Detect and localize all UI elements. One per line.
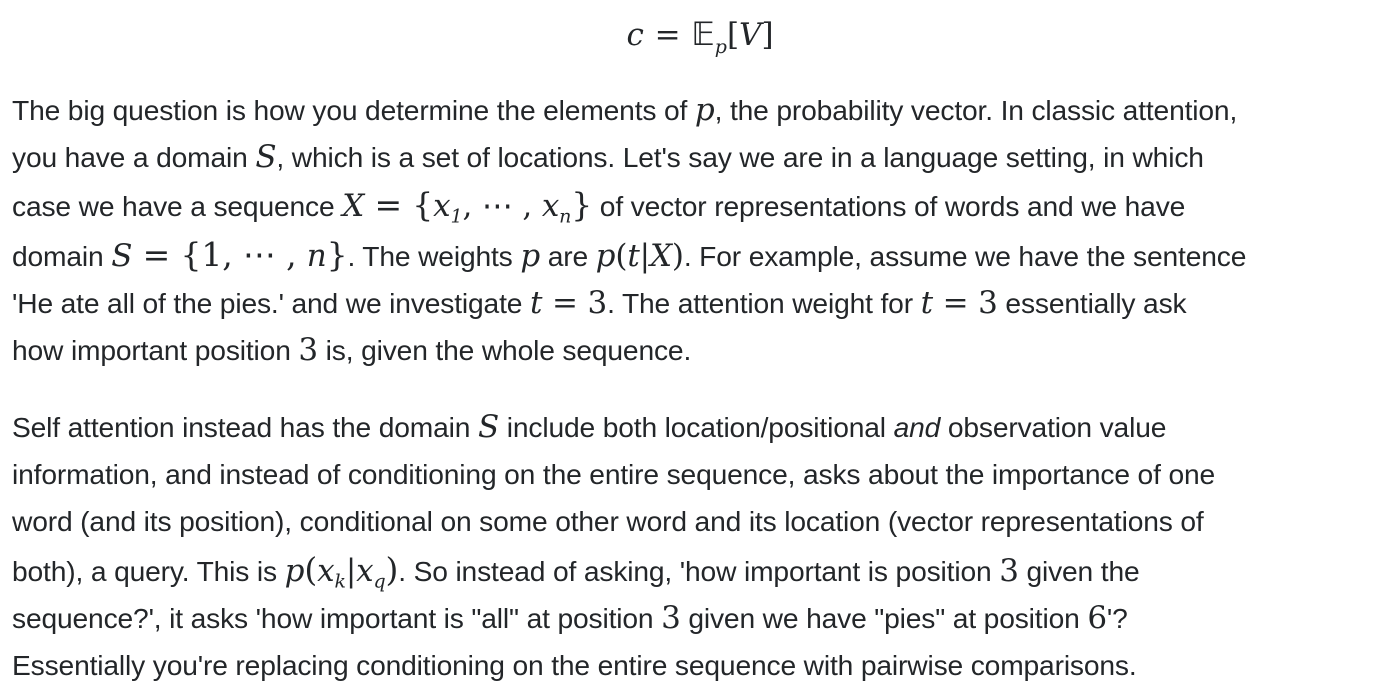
text-run: , which is a set of locations. Let's say we are in a language setting, in which: [276, 141, 1204, 174]
text-run: case we have a sequence: [12, 190, 343, 223]
text-line: information, and instead of conditioning on the entire sequence, asks about the importance of one: [12, 458, 1216, 491]
text-run: include both location/positional: [499, 411, 894, 443]
text-run: '?: [1106, 601, 1128, 634]
math-subscript: n: [559, 206, 572, 229]
math-symbol: = 3: [932, 284, 998, 321]
text-run: Self attention instead has the domain: [12, 411, 478, 443]
math-symbol: (: [304, 549, 318, 589]
math-subscript: 1: [450, 206, 463, 229]
math-symbol: , ⋯ ,: [462, 188, 542, 225]
eq-argument: V: [739, 17, 762, 53]
eq-bracket-open: [: [726, 17, 740, 53]
text-run: given the: [1018, 554, 1140, 587]
text-line: [12, 181, 1396, 230]
text-line: Essentially you're replacing conditioning on the entire sequence with pairwise comparisons.: [12, 649, 1137, 682]
paragraph-self-attention: [12, 404, 1396, 689]
text-run: . For example, assume we have the sentence: [683, 239, 1247, 272]
text-run: sequence?', it asks 'how important is "all" at position: [12, 601, 662, 634]
math-symbol: p: [284, 552, 305, 589]
math-symbol: p: [595, 237, 616, 274]
text-run: observation value: [940, 411, 1167, 443]
text-run: essentially ask: [997, 286, 1187, 319]
text-run: . The weights: [347, 239, 521, 272]
text-run: are: [540, 239, 596, 272]
text-line: [12, 280, 1396, 327]
math-symbol: 3: [661, 599, 681, 636]
math-symbol: |: [639, 237, 650, 274]
math-symbol: S: [111, 237, 133, 274]
text-run: both), a query. This is: [12, 554, 285, 587]
display-equation: [0, 10, 1400, 59]
math-symbol: = 3: [542, 284, 608, 321]
eq-expectation-symbol: 𝔼: [691, 15, 715, 53]
eq-lhs: c: [626, 17, 644, 53]
math-symbol: x: [541, 188, 560, 225]
math-symbol: }: [571, 185, 593, 225]
math-symbol: x: [317, 552, 335, 589]
math-symbol: (: [615, 237, 628, 274]
text-run: domain: [12, 239, 112, 272]
paragraph-classic-attention: [12, 87, 1396, 374]
math-symbol: t: [920, 284, 933, 321]
text-run: how important position: [12, 334, 299, 367]
eq-bracket-close: ]: [761, 17, 774, 53]
math-symbol: ): [385, 549, 399, 589]
math-symbol: p: [694, 92, 715, 128]
math-symbol: S: [255, 139, 277, 176]
math-symbol: t: [529, 284, 543, 321]
text-run: , the probability vector. In classic attention,: [714, 94, 1238, 126]
math-symbol: |: [345, 552, 357, 589]
emphasis-text: and: [893, 411, 941, 443]
math-symbol: }: [326, 234, 348, 274]
math-symbol: = {1, ⋯ ,: [132, 234, 307, 274]
math-symbol: x: [433, 188, 451, 225]
text-line: [12, 546, 1396, 595]
math-symbol: X: [342, 188, 365, 225]
text-run: The big question is how you determine the elements of: [12, 94, 695, 126]
math-subscript: k: [334, 570, 346, 593]
math-symbol: 3: [298, 332, 318, 369]
eq-subscript: p: [714, 35, 727, 58]
text-line: [12, 404, 1396, 451]
text-run: . So instead of asking, 'how important is position: [398, 554, 1000, 587]
text-line: [12, 134, 1396, 181]
math-symbol: ): [671, 237, 684, 274]
math-symbol: n: [306, 237, 327, 274]
text-line: [12, 231, 1396, 280]
math-symbol: x: [356, 552, 374, 589]
math-symbol: 3: [999, 552, 1019, 589]
eq-equals: =: [654, 17, 681, 53]
text-run: 'He ate all of the pies.' and we investigate: [12, 286, 530, 319]
math-symbol: X: [649, 237, 672, 274]
text-run: . The attention weight for: [607, 286, 921, 319]
text-line: [12, 87, 1396, 134]
text-run: is, given the whole sequence.: [318, 334, 692, 367]
text-line: [12, 327, 1396, 374]
math-symbol: = {: [364, 185, 434, 225]
math-symbol: t: [627, 237, 640, 274]
text-line: [12, 595, 1396, 642]
math-symbol: p: [520, 237, 541, 274]
text-line: word (and its position), conditional on some other word and its location (vector representations of: [12, 505, 1204, 538]
text-run: given we have "pies" at position: [680, 601, 1088, 634]
math-symbol: S: [477, 409, 500, 445]
text-run: of vector representations of words and we have: [592, 190, 1186, 223]
math-symbol: 6: [1087, 599, 1107, 636]
text-run: you have a domain: [12, 141, 256, 174]
math-subscript: q: [373, 570, 386, 593]
